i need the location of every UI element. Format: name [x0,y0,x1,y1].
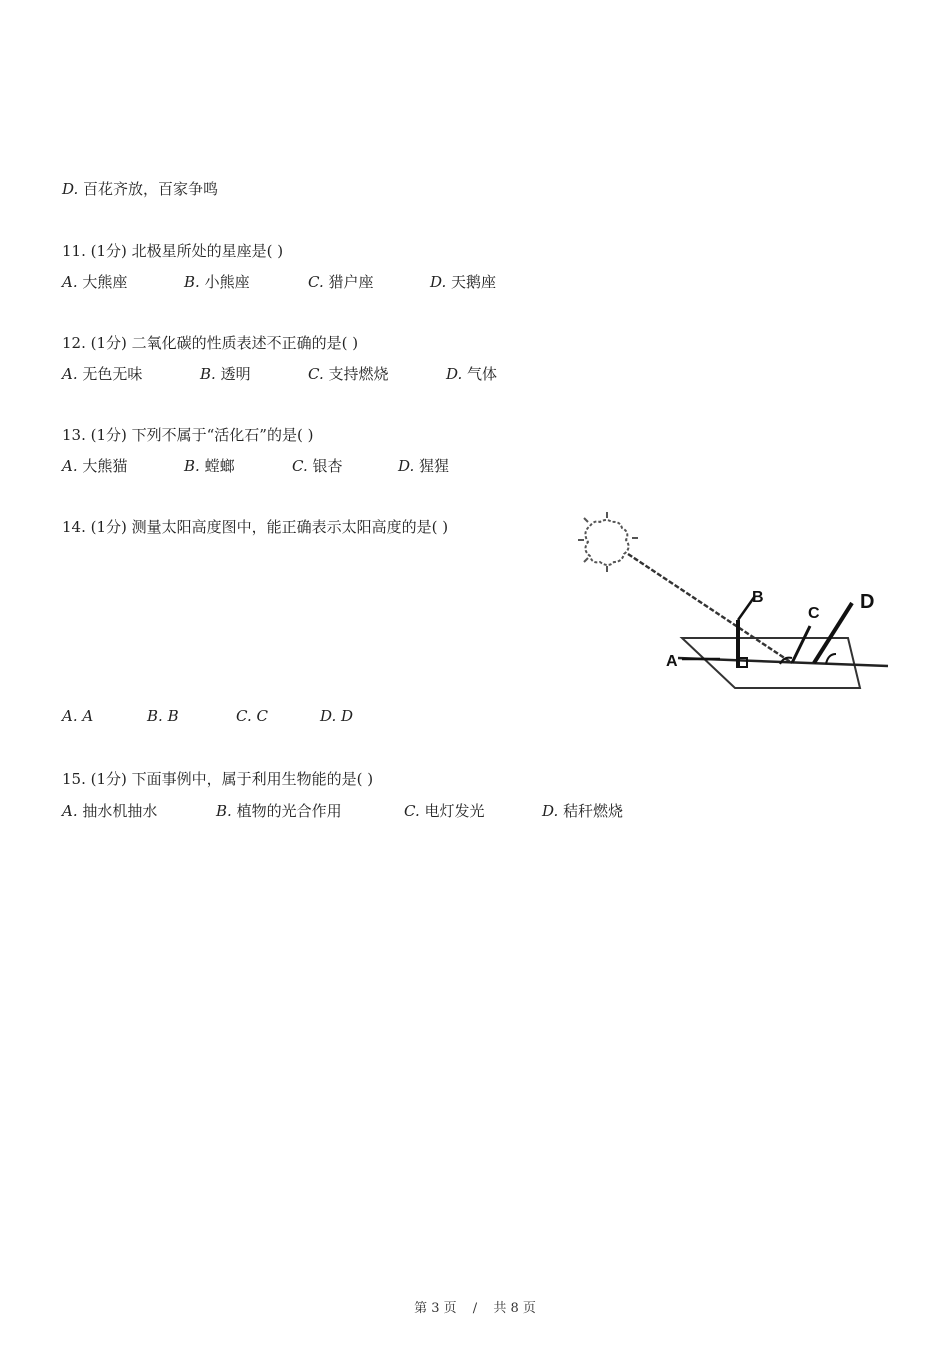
figure-label-b: B [752,589,764,606]
option-text: 大熊猫 [82,457,128,475]
option-letter: D. [542,802,559,820]
option-letter: B. [216,802,232,820]
q13-option-b[interactable] [184,455,235,476]
option-letter: A. [62,365,78,383]
option-text: 秸秆燃烧 [563,802,624,820]
q15-option-b[interactable] [216,800,342,821]
q12-option-a[interactable] [62,363,142,384]
pointer-c [792,626,810,663]
figure-label-a: A [666,653,678,670]
q14-option-a[interactable] [62,707,93,725]
option-letter: A. [62,273,78,291]
option-text: 电灯发光 [424,802,485,820]
page-separator: / [472,1301,478,1316]
q13-option-a[interactable] [62,455,127,476]
option-text: 银杏 [312,457,343,475]
q13-option-c[interactable] [292,455,343,476]
sun-ray-line [628,554,792,663]
option-letter: D. [398,457,415,475]
option-d-prev [62,178,218,199]
option-text: 百花齐放，百家争鸣 [83,180,219,198]
figure-label-d: D [860,591,875,613]
option-letter: A. [62,457,78,475]
option-text: 透明 [220,365,251,383]
q12-option-d[interactable] [446,363,497,384]
option-text: 螳螂 [204,457,235,475]
option-letter: C. [308,365,324,383]
q13-option-d[interactable] [398,455,449,476]
question-14-stem: 14. (1分) 测量太阳高度图中，能正确表示太阳高度的是( ) [62,518,449,536]
q15-option-d[interactable] [542,800,623,821]
q14-option-d[interactable] [320,707,353,725]
q11-option-c[interactable] [308,271,374,292]
option-text: B [167,707,179,725]
q12-option-c[interactable] [308,363,389,384]
page-total: 共 8 页 [493,1301,536,1316]
q15-option-c[interactable] [404,800,485,821]
option-letter: D. [320,707,337,725]
option-letter: C. [308,273,324,291]
option-letter: B. [184,273,200,291]
option-letter: D. [430,273,447,291]
sun-altitude-figure [570,508,895,698]
question-12-stem: 12. (1分) 二氧化碳的性质表述不正确的是( ) [62,334,359,352]
question-11-stem: 11. (1分) 北极星所处的星座是( ) [62,242,284,260]
option-text: 猩猩 [419,457,450,475]
option-text: 猎户座 [328,273,374,291]
option-letter: D. [446,365,463,383]
option-text: 气体 [467,365,498,383]
option-letter: B. [147,707,163,725]
option-letter: C. [236,707,252,725]
page-footer [0,1297,950,1316]
option-text: 天鹅座 [451,273,497,291]
option-text: 支持燃烧 [328,365,389,383]
option-letter: D. [62,180,79,198]
option-letter: B. [184,457,200,475]
option-text: 无色无味 [82,365,143,383]
sun-icon [578,512,638,572]
figure-label-c: C [808,605,820,622]
option-text: D [341,707,354,725]
page-number: 第 3 页 [414,1301,457,1316]
q12-option-b[interactable] [200,363,251,384]
option-text: 小熊座 [204,273,250,291]
option-letter: A. [62,707,78,725]
question-15-stem: 15. (1分) 下面事例中，属于利用生物能的是( ) [62,770,374,788]
option-text: A [82,707,94,725]
option-letter: A. [62,802,78,820]
q11-option-b[interactable] [184,271,250,292]
q14-option-c[interactable] [236,707,268,725]
q11-option-a[interactable] [62,271,127,292]
q14-option-b[interactable] [147,707,179,725]
option-letter: B. [200,365,216,383]
q15-option-a[interactable] [62,800,157,821]
option-text: 抽水机抽水 [82,802,158,820]
option-letter: C. [404,802,420,820]
option-text: C [256,707,268,725]
q11-option-d[interactable] [430,271,496,292]
option-letter: C. [292,457,308,475]
question-13-stem: 13. (1分) 下列不属于“活化石”的是( ) [62,426,314,444]
option-text: 植物的光合作用 [236,802,342,820]
option-text: 大熊座 [82,273,128,291]
